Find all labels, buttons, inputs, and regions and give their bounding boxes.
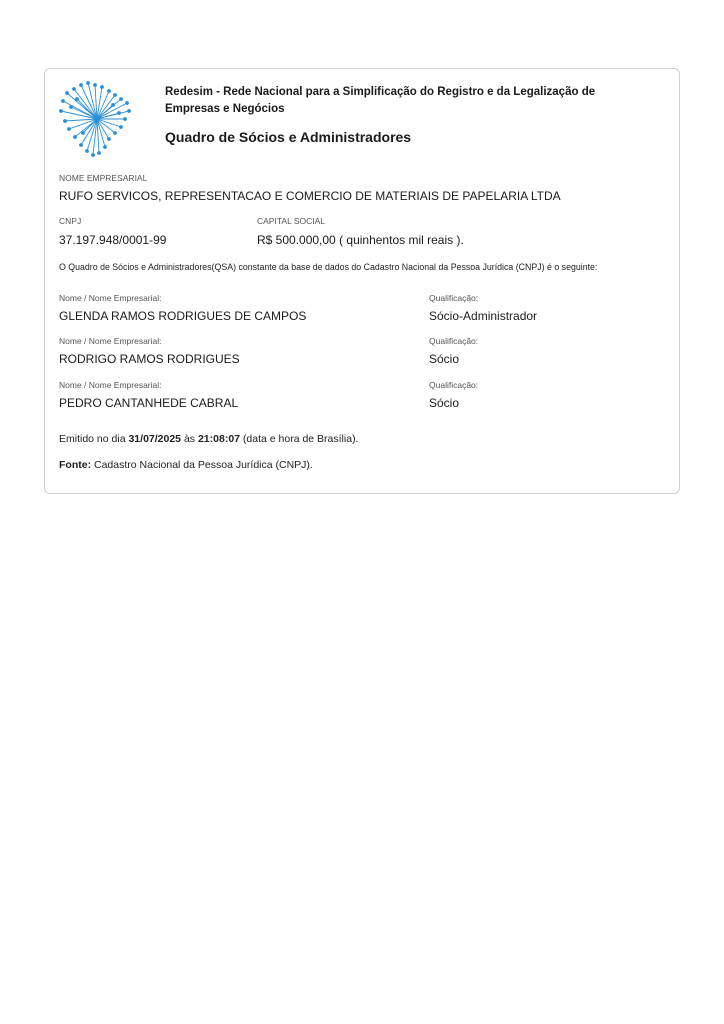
emission-prefix: Emitido no dia — [59, 433, 129, 445]
partner-name: GLENDA RAMOS RODRIGUES DE CAMPOS — [59, 309, 307, 323]
qsa-intro-text: O Quadro de Sócios e Administradores(QSA) constante da base de dados do Cadastro Nacional da Pessoa Jurídica (CNPJ) é o seguinte: — [59, 262, 598, 272]
cnpj-value: 37.197.948/0001-99 — [59, 233, 167, 247]
emission-time: 21:08:07 — [197, 433, 240, 445]
partner-name-label: Nome / Nome Empresarial: — [59, 336, 162, 346]
partner-qualification: Sócio-Administrador — [429, 309, 538, 323]
partner-qualification-label: Qualificação: — [429, 336, 479, 346]
cnpj-label: CNPJ — [59, 216, 82, 226]
capital-social-value: R$ 500.000,00 ( quinhentos mil reais ). — [257, 233, 464, 247]
partner-qualification-label: Qualificação: — [429, 380, 479, 390]
nome-empresarial-value: RUFO SERVICOS, REPRESENTACAO E COMERCIO DE MATERIAIS DE PAPELARIA LTDA — [59, 189, 561, 203]
partner-name: PEDRO CANTANHEDE CABRAL — [59, 396, 239, 410]
partner-qualification-label: Qualificação: — [429, 293, 479, 303]
source-label: Fonte: — [59, 459, 92, 471]
emission-as: às — [181, 433, 198, 445]
partner-qualification: Sócio — [429, 352, 460, 366]
emission-suffix: (data e hora de Brasília). — [240, 433, 359, 445]
partner-name-label: Nome / Nome Empresarial: — [59, 380, 162, 390]
source-info — [59, 459, 313, 471]
qsa-card — [44, 68, 680, 494]
emission-info — [59, 433, 358, 445]
nome-empresarial-label: NOME EMPRESARIAL — [59, 173, 148, 183]
source-text: Cadastro Nacional da Pessoa Jurídica (CNPJ). — [91, 459, 313, 471]
page-title: Quadro de Sócios e Administradores — [165, 129, 412, 145]
emission-date: 31/07/2025 — [128, 433, 182, 445]
redesim-network-logo-icon — [57, 79, 137, 159]
partner-qualification: Sócio — [429, 396, 460, 410]
capital-social-label: CAPITAL SOCIAL — [257, 216, 326, 226]
partner-name: RODRIGO RAMOS RODRIGUES — [59, 352, 240, 366]
partner-name-label: Nome / Nome Empresarial: — [59, 293, 162, 303]
org-name: Redesim - Rede Nacional para a Simplificação do Registro e da Legalização de Empresas e Negócios — [165, 86, 596, 115]
